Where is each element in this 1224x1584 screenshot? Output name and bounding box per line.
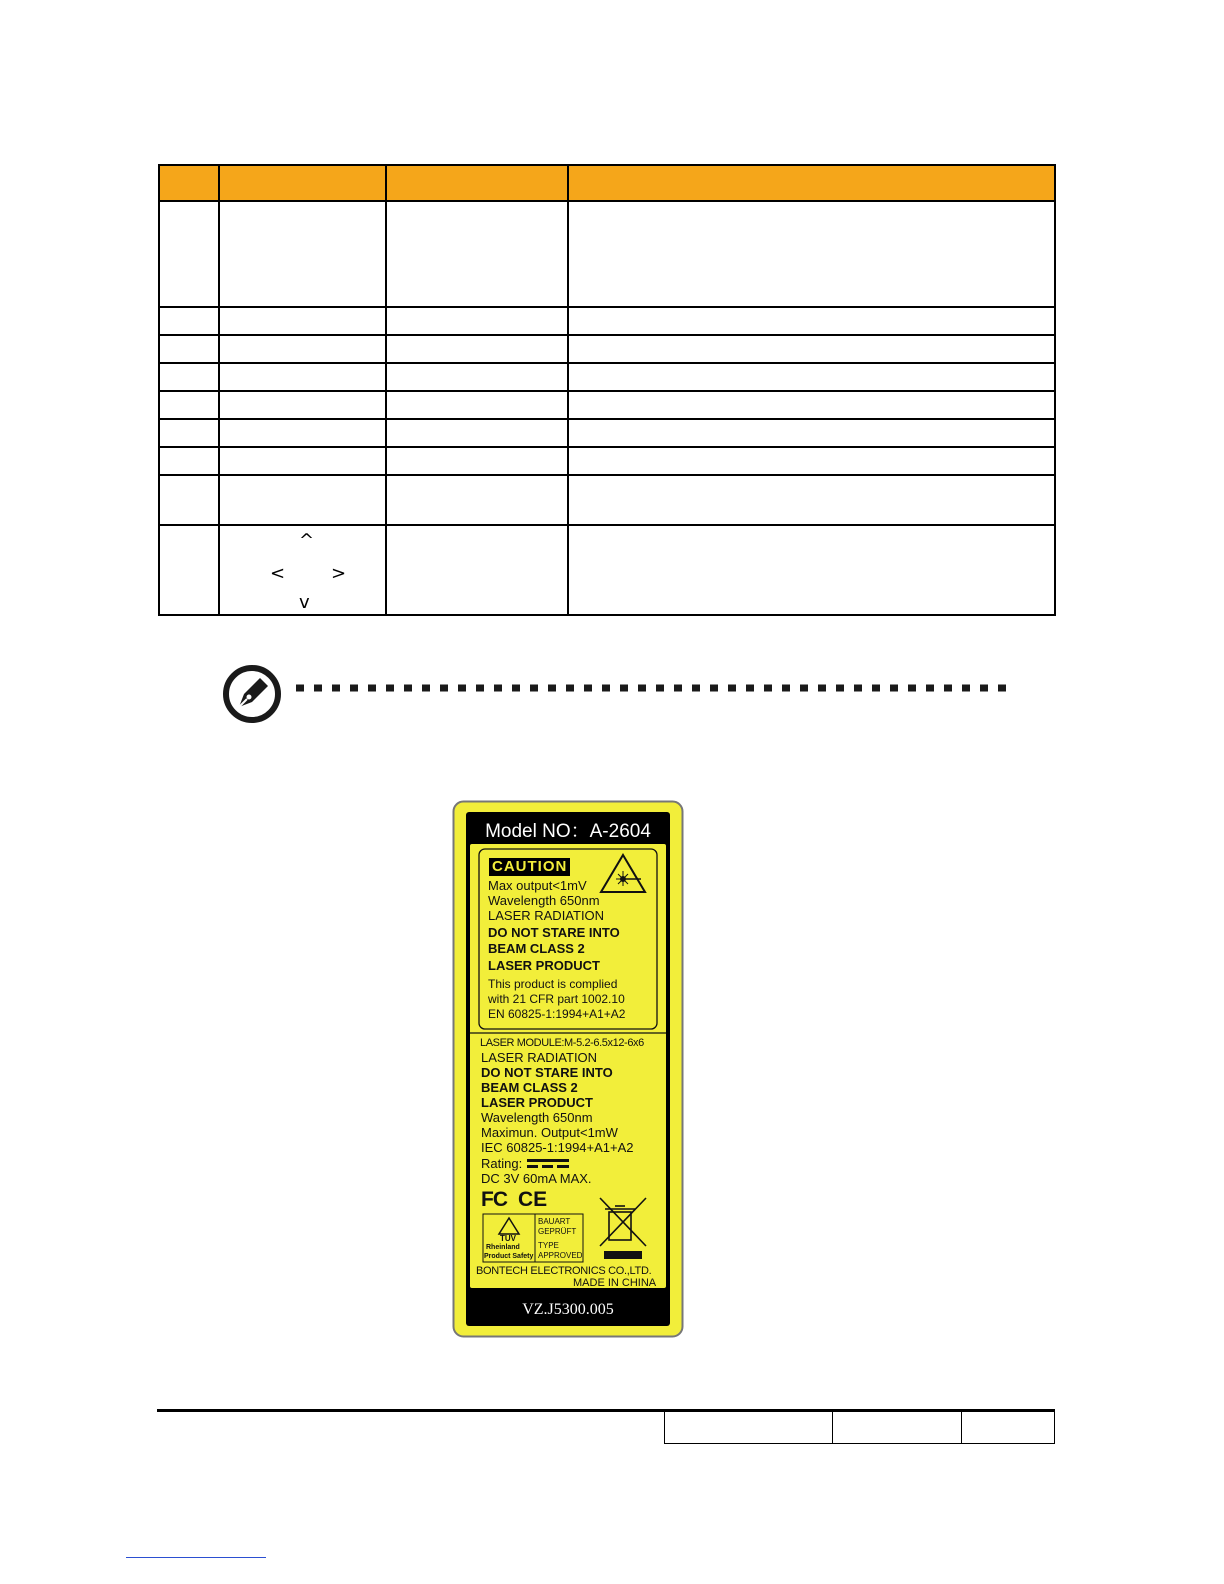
table-cell: [159, 391, 219, 419]
table-cell: [386, 525, 568, 615]
tuv-mark: Rheinland: [486, 1244, 520, 1251]
table-cell: [159, 201, 219, 307]
down-arrow-icon: v: [299, 592, 310, 613]
label-line: LASER RADIATION: [488, 908, 605, 923]
table-cell: [219, 391, 386, 419]
label-line: Wavelength 650nm: [488, 893, 600, 908]
table-cell: [386, 419, 568, 447]
note-pen-icon: [222, 664, 282, 724]
label-line: IEC 60825-1:1994+A1+A2: [481, 1140, 634, 1155]
tuv-mark: TÜV: [500, 1234, 516, 1243]
up-arrow-icon: ^: [299, 530, 315, 551]
tuv-mark: Product Safety: [484, 1253, 534, 1260]
table-cell: [386, 447, 568, 475]
table-row: [159, 525, 1055, 615]
label-warning: LASER PRODUCT: [488, 958, 600, 973]
compliance-line: with 21 CFR part 1002.10: [488, 992, 625, 1006]
label-line: Wavelength 650nm: [481, 1110, 593, 1125]
table-cell: [219, 447, 386, 475]
table-cell: [568, 419, 1055, 447]
direction-keys: [220, 526, 385, 614]
label-warning: BEAM CLASS 2: [488, 941, 585, 956]
table-cell: [568, 363, 1055, 391]
footer-cell: [665, 1412, 833, 1443]
table-cell: [386, 363, 568, 391]
rating-label: Rating:: [481, 1156, 523, 1171]
header-cell: [386, 165, 568, 201]
label-line: Maximun. Output<1mW: [481, 1125, 618, 1140]
manufacturer: BONTECH ELECTRONICS CO.,LTD.: [476, 1265, 652, 1277]
label-warning: DO NOT STARE INTO: [481, 1065, 613, 1080]
footer-cell: [962, 1412, 1054, 1443]
ce-mark-icon: CE: [518, 1188, 548, 1211]
made-in: MADE IN CHINA: [573, 1277, 657, 1289]
label-line: LASER RADIATION: [481, 1050, 598, 1065]
table-row: [159, 307, 1055, 335]
bauart-mark: GEPRÜFT: [538, 1227, 577, 1236]
bauart-mark: BAUART: [538, 1217, 571, 1226]
header-cell: [219, 165, 386, 201]
table-row: [159, 391, 1055, 419]
table-row: [159, 475, 1055, 525]
table-cell: [386, 335, 568, 363]
serial-number: VZ.J5300.005: [522, 1301, 614, 1318]
table-cell: [159, 475, 219, 525]
note-divider: [296, 684, 1010, 692]
label-line: Max output<1mV: [488, 878, 587, 893]
table-cell: [386, 391, 568, 419]
table-row: [159, 201, 1055, 307]
caution-badge: CAUTION: [489, 858, 570, 876]
table-cell: [568, 391, 1055, 419]
spec-table: [158, 164, 1056, 616]
header-cell: [568, 165, 1055, 201]
header-cell: [159, 165, 219, 201]
compliance-line: EN 60825-1:1994+A1+A2: [488, 1007, 626, 1021]
table-cell: [386, 475, 568, 525]
right-arrow-icon: >: [331, 563, 347, 584]
table-cell: [219, 419, 386, 447]
table-cell: [219, 363, 386, 391]
bauart-mark: TYPE: [538, 1241, 559, 1250]
table-row: [159, 447, 1055, 475]
table-cell: [568, 335, 1055, 363]
laser-label: [466, 812, 670, 1326]
table-cell: [568, 307, 1055, 335]
table-cell: [159, 363, 219, 391]
table-cell: [568, 201, 1055, 307]
table-cell: [568, 525, 1055, 615]
table-cell: [568, 447, 1055, 475]
label-warning: DO NOT STARE INTO: [488, 925, 620, 940]
table-cell: [386, 201, 568, 307]
fcc-mark-icon: FC: [481, 1188, 507, 1211]
table-cell: [159, 525, 219, 615]
label-warning: LASER PRODUCT: [481, 1095, 593, 1110]
table-cell: [219, 335, 386, 363]
footer-cell: [833, 1412, 962, 1443]
table-row: [159, 363, 1055, 391]
table-cell: [159, 447, 219, 475]
bauart-mark: APPROVED: [538, 1251, 583, 1260]
left-arrow-icon: <: [270, 563, 286, 584]
table-cell: [159, 307, 219, 335]
table-row: [159, 419, 1055, 447]
direction-keys-cell: [219, 525, 386, 615]
table-cell: [159, 419, 219, 447]
module-line: LASER MODULE:M-5.2-6.5x12-6x6: [480, 1037, 644, 1049]
bottom-link-underline[interactable]: [126, 1557, 266, 1558]
footer-info-box: [664, 1412, 1055, 1444]
table-cell: [159, 335, 219, 363]
dc-rating: DC 3V 60mA MAX.: [481, 1171, 592, 1186]
table-cell: [219, 307, 386, 335]
table-header-row: [159, 165, 1055, 201]
table-row: [159, 335, 1055, 363]
table-cell: [219, 201, 386, 307]
table-cell: [386, 307, 568, 335]
table-cell: [568, 475, 1055, 525]
label-warning: BEAM CLASS 2: [481, 1080, 578, 1095]
table-cell: [219, 475, 386, 525]
compliance-line: This product is complied: [488, 977, 618, 991]
model-number: Model NO：A-2604: [485, 821, 651, 842]
